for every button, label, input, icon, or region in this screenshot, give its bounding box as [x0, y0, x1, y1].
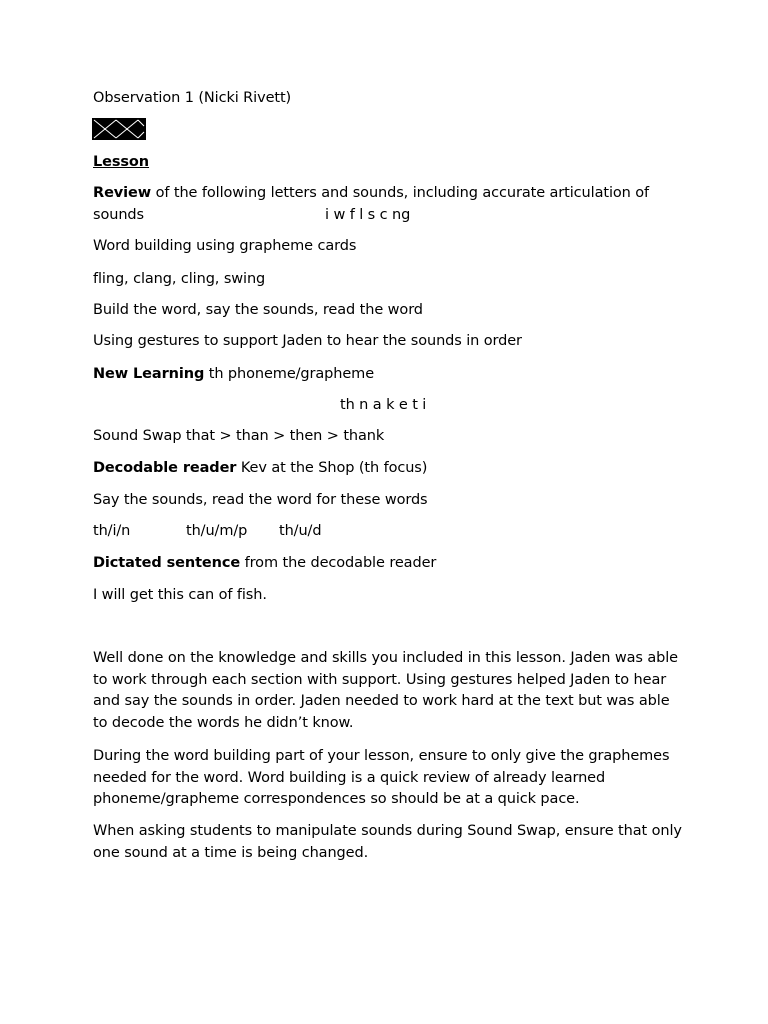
decodable-reader-line — [93, 459, 427, 477]
review-sounds-word: sounds — [93, 207, 144, 223]
redaction-block — [92, 118, 146, 140]
sound-swap-text: Sound Swap that > than > then > thank — [93, 428, 385, 444]
feedback-paragraph-3: When asking students to manipulate sounds during Sound Swap, ensure that only one sound at a time is being changed. — [93, 823, 682, 861]
word-building-text: Word building using grapheme cards — [93, 238, 357, 254]
feedback-paragraph-1: Well done on the knowledge and skills you included in this lesson. Jaden was able to work through each section with support. Using gestures helped Jaden to hear and say the sounds in order. Jaden needed to work hard at the text but was able to decode the words he didn’t know. — [93, 650, 679, 732]
new-learning-line — [93, 365, 374, 383]
word-3: th/u/d — [279, 523, 322, 539]
new-learning-label: New Learning — [93, 366, 205, 382]
dictated-sentence-line — [93, 554, 436, 572]
new-learning-text: th phoneme/grapheme — [204, 366, 375, 382]
new-learning-letters: th n a k e t i — [340, 397, 427, 413]
dictated-sentence-label: Dictated sentence — [93, 555, 241, 571]
say-sounds-text: Say the sounds, read the word for these words — [93, 492, 428, 508]
review-text: of the following letters and sounds, including accurate articulation of — [151, 185, 650, 201]
feedback-paragraph-2: During the word building part of your lesson, ensure to only give the graphemes needed for the word. Word building is a quick review of already learned phoneme/grapheme correspondences so should be at a quick pace. — [93, 748, 670, 808]
gestures-text: Using gestures to support Jaden to hear the sounds in order — [93, 333, 522, 349]
review-line — [93, 184, 649, 202]
word-2: th/u/m/p — [186, 523, 248, 539]
word-list: fling, clang, cling, swing — [93, 271, 266, 287]
dictated-sentence-text: from the decodable reader — [240, 555, 437, 571]
sentence-text: I will get this can of fish. — [93, 587, 267, 603]
lesson-heading: Lesson — [93, 154, 150, 170]
decodable-reader-text: Kev at the Shop (th focus) — [236, 460, 428, 476]
build-instruction: Build the word, say the sounds, read the word — [93, 302, 423, 318]
document-title: Observation 1 (Nicki Rivett) — [93, 90, 292, 106]
decodable-reader-label: Decodable reader — [93, 460, 237, 476]
word-1: th/i/n — [93, 523, 131, 539]
review-letters: i w f l s c ng — [325, 207, 411, 223]
review-line-2 — [93, 206, 144, 224]
review-label: Review — [93, 185, 152, 201]
